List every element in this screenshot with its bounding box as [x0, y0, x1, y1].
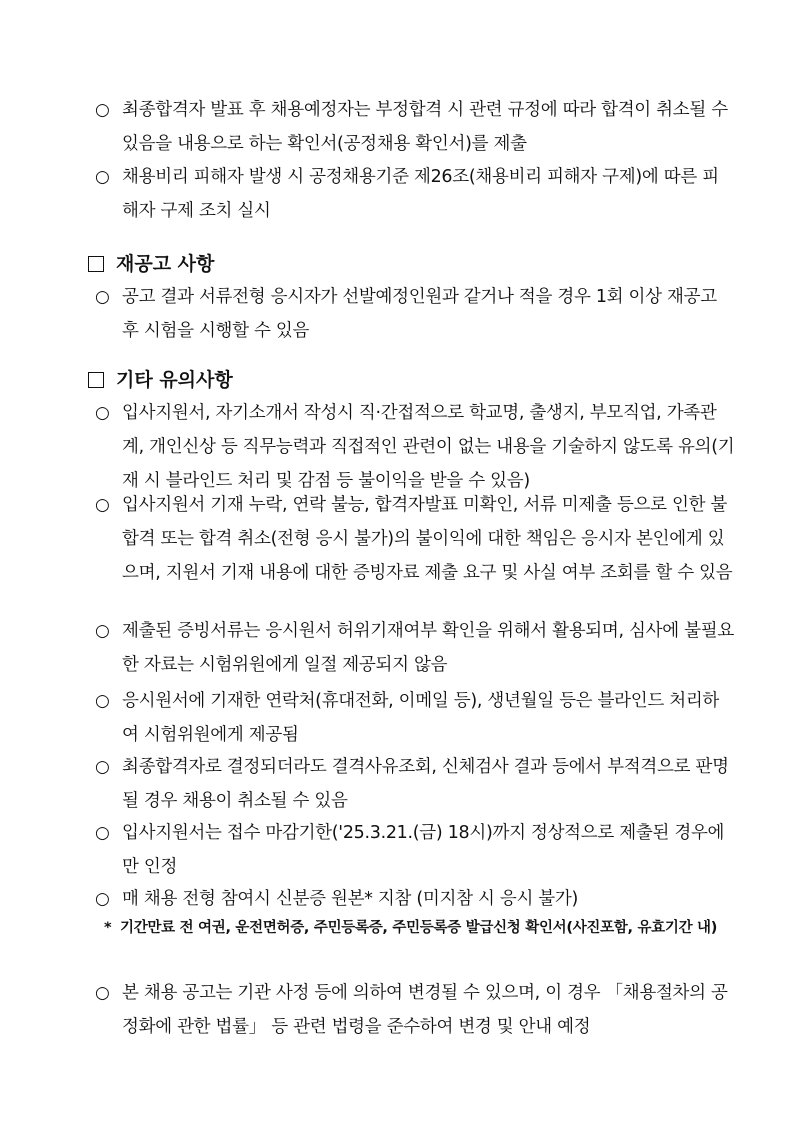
circle-bullet: ○ — [95, 757, 110, 777]
list-item — [95, 882, 735, 916]
list-item — [95, 488, 735, 590]
circle-bullet: ○ — [95, 889, 110, 909]
list-item-text: 본 채용 공고는 기관 사정 등에 의하여 변경될 수 있으며, 이 경우 「채용절차의 공정화에 관한 법률」 등 관련 법령을 준수하여 변경 및 안내 예정 — [122, 983, 728, 1037]
list-item-text: 공고 결과 서류전형 응시자가 선발예정인원과 같거나 적을 경우 1회 이상 재공고 후 시험을 시행할 수 있음 — [122, 287, 717, 341]
list-item-text: 채용비리 피해자 발생 시 공정채용기준 제26조(채용비리 피해자 구제)에 따른 피해자 구제 조치 실시 — [122, 167, 719, 221]
list-item — [95, 280, 735, 348]
circle-bullet: ○ — [95, 823, 110, 843]
list-item — [95, 160, 735, 228]
list-item — [95, 976, 735, 1044]
section-heading-text: 재공고 사항 — [116, 253, 215, 275]
list-item-text: 입사지원서는 접수 마감기한('25.3.21.(금) 18시)까지 정상적으로 제출된 경우에만 인정 — [122, 823, 725, 877]
list-item-text: 최종합격자 발표 후 채용예정자는 부정합격 시 관련 규정에 따라 합격이 취소될 수 있음을 내용으로 하는 확인서(공정채용 확인서)를 제출 — [122, 100, 728, 154]
list-item-text: 최종합격자로 결정되더라도 결격사유조회, 신체검사 결과 등에서 부적격으로 판명될 경우 채용이 취소될 수 있음 — [122, 757, 729, 811]
circle-bullet: ○ — [95, 983, 110, 1003]
checkbox-square-icon — [88, 372, 104, 388]
list-item-text: 제출된 증빙서류는 응시원서 허위기재여부 확인을 위해서 활용되며, 심사에 불필요한 자료는 시험위원에게 일절 제공되지 않음 — [122, 621, 734, 675]
circle-bullet: ○ — [95, 167, 110, 187]
circle-bullet: ○ — [95, 287, 110, 307]
list-item — [95, 614, 735, 682]
circle-bullet: ○ — [95, 495, 110, 515]
list-item — [95, 816, 735, 884]
footnote-text: 기간만료 전 여권, 운전면허증, 주민등록증, 주민등록증 발급신청 확인서(사진포함, 유효기간 내) — [120, 920, 718, 936]
checkbox-square-icon — [88, 256, 104, 272]
list-item — [95, 750, 735, 818]
list-item-text: 매 채용 전형 참여시 신분증 원본* 지참 (미지참 시 응시 불가) — [122, 889, 579, 909]
footnote — [104, 914, 744, 943]
circle-bullet: ○ — [95, 621, 110, 641]
circle-bullet: ○ — [95, 403, 110, 423]
list-item — [95, 684, 735, 752]
circle-bullet: ○ — [95, 691, 110, 711]
section-heading-reannounce — [88, 247, 214, 281]
list-item-text: 입사지원서, 자기소개서 작성시 직·간접적으로 학교명, 출생지, 부모직업, 가족관계, 개인신상 등 직무능력과 직접적인 관련이 없는 내용을 기술하지 않도록 유의(기재 시 블라인드 처리 및 감점 등 불이익을 받을 수 있음) — [122, 403, 735, 491]
list-item-text: 입사지원서 기재 누락, 연락 불능, 합격자발표 미확인, 서류 미제출 등으로 인한 불합격 또는 합격 취소(전형 응시 불가)의 불이익에 대한 책임은 응시자 본인에게 있으며, 지원서 기재 내용에 대한 증빙자료 제출 요구 및 사실 여부 조회를 할 수 있음 — [122, 495, 733, 583]
asterisk-marker: * — [104, 920, 112, 936]
section-heading-notes — [88, 363, 233, 397]
list-item-text: 응시원서에 기재한 연락처(휴대전화, 이메일 등), 생년월일 등은 블라인드 처리하여 시험위원에게 제공됨 — [122, 691, 720, 745]
list-item — [95, 396, 735, 498]
section-heading-text: 기타 유의사항 — [116, 369, 233, 391]
list-item — [95, 93, 735, 161]
circle-bullet: ○ — [95, 100, 110, 120]
